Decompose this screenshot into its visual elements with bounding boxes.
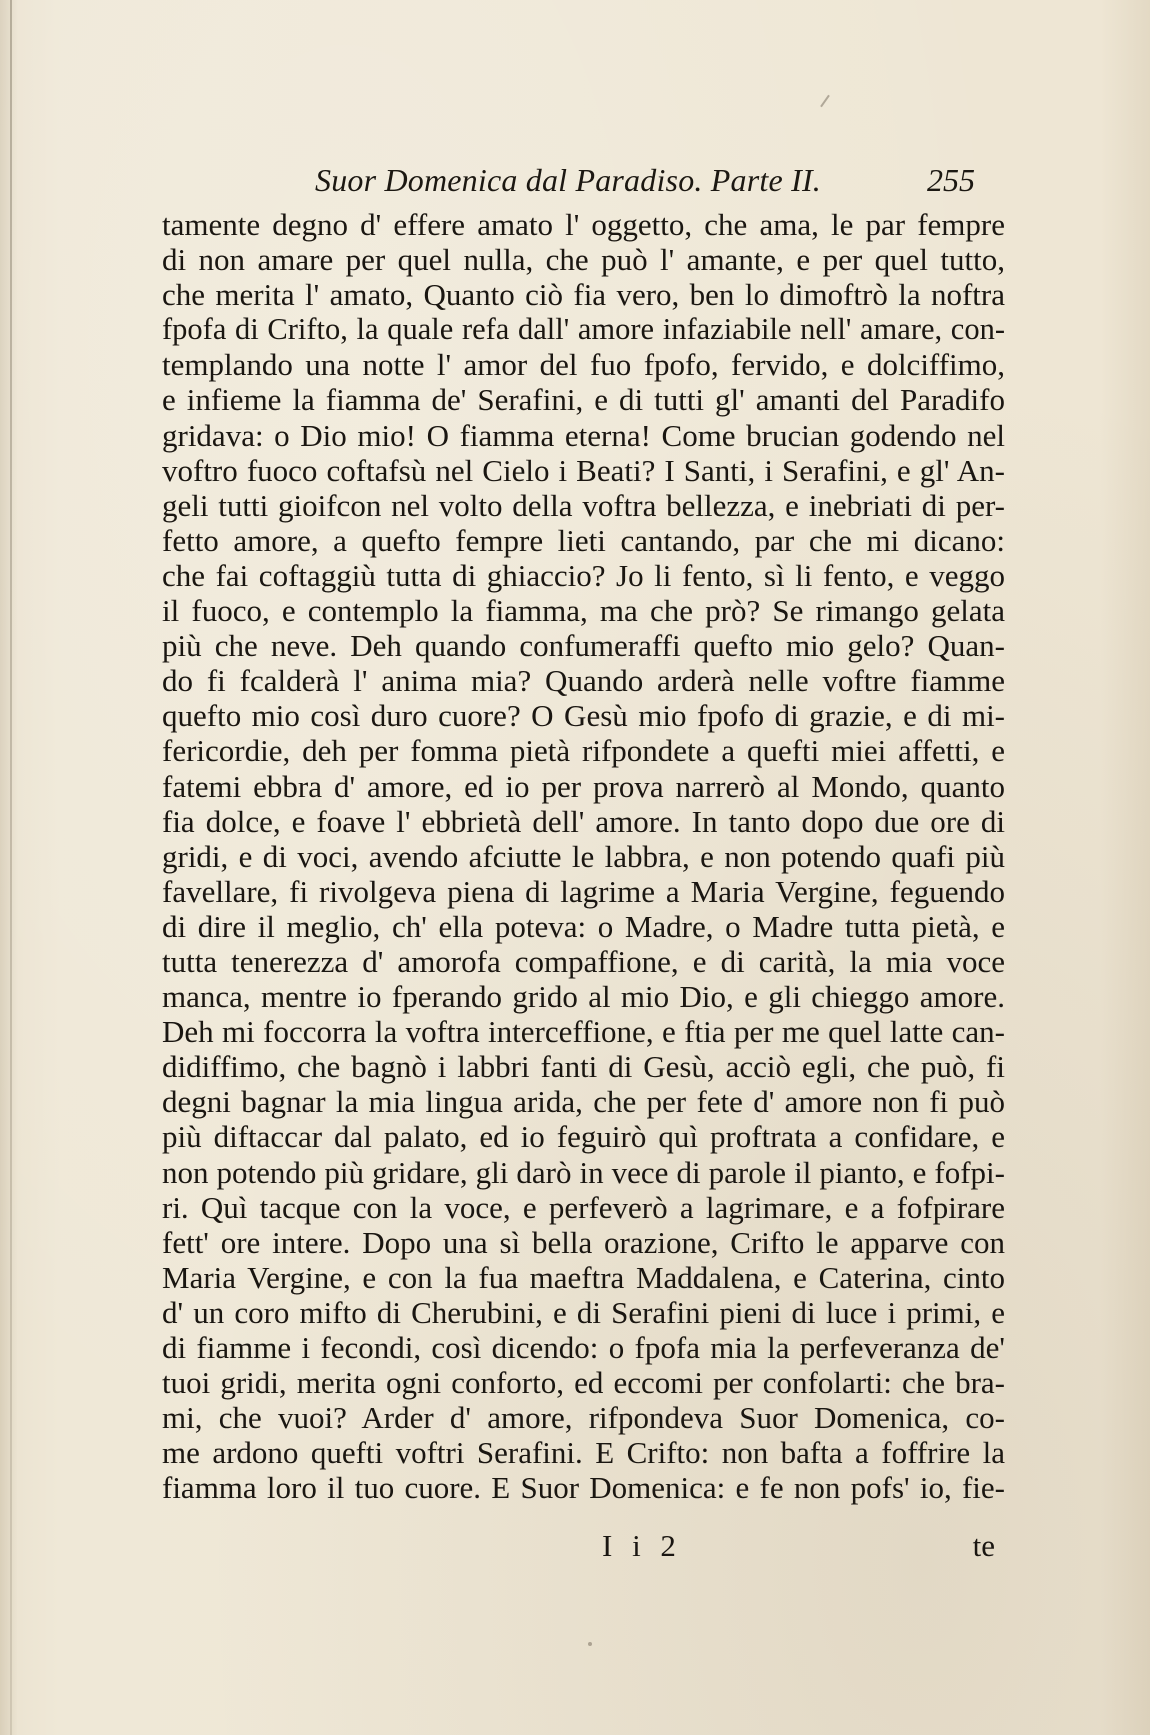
text-line: fpofa di Crifto, la quale refa dall' amore infaziabile nell' amare, con- — [162, 312, 1005, 347]
text-line: il fuoco, e contemplo la fiamma, ma che prò? Se rimango gelata — [162, 593, 1005, 629]
text-line: di fiamme i fecondi, così dicendo: o fpofa mia la perfeveranza de' — [162, 1330, 1005, 1365]
running-title: Suor Domenica dal Paradiso. Parte II. — [315, 162, 822, 198]
text-line: fatemi ebbra d' amore, ed io per prova narrerò al Mondo, quanto — [162, 768, 1005, 804]
text-line: Deh mi foccorra la voftra interceffione, e ftia per me quel latte can- — [162, 1014, 1005, 1050]
text-line: voftro fuoco coftafsù nel Cielo i Beati? I Santi, i Serafini, e gl' An- — [162, 452, 1005, 488]
text-line: gridi, e di voci, avendo afciutte le labbra, e non potendo quafi più — [162, 838, 1005, 874]
text-line: fia dolce, e foave l' ebbrietà dell' amore. In tanto dopo due ore di — [162, 803, 1005, 839]
text-line: di non amare per quel nulla, che può l' amante, e per quel tutto, — [162, 242, 1005, 278]
ink-speck — [820, 95, 830, 108]
catchword: te — [972, 1528, 995, 1563]
text-line: Maria Vergine, e con la fua maeftra Maddalena, e Caterina, cinto — [162, 1259, 1005, 1295]
text-line: mi, che vuoi? Arder d' amore, rifpondeva Suor Domenica, co- — [162, 1400, 1005, 1436]
text-line: d' un coro mifto di Cherubini, e di Serafini pieni di luce i primi, e — [162, 1294, 1005, 1330]
text-line: fetto amore, a quefto fempre lieti cantando, par che mi dicano: — [162, 522, 1005, 558]
text-line: che fai coftaggiù tutta di ghiaccio? Jo li fento, sì li fento, e veggo — [162, 557, 1005, 593]
text-line: fericordie, deh per fomma pietà rifpondete a quefti miei affetti, e — [162, 733, 1005, 769]
text-line: ri. Quì tacque con la voce, e perfeverò a lagrimare, e a fofpirare — [162, 1189, 1005, 1225]
signature-mark: I i 2 — [602, 1528, 682, 1563]
ink-speck — [588, 1642, 592, 1646]
text-line: quefto mio così duro cuore? O Gesù mio fpofo di grazie, e di mi- — [162, 698, 1005, 734]
text-line: didiffimo, che bagnò i labbri fanti di Gesù, acciò egli, che può, fi — [162, 1049, 1005, 1085]
text-line: do fi fcalderà l' anima mia? Quando arderà nelle voftre fiamme — [162, 663, 1005, 699]
text-line: fett' ore intere. Dopo una sì bella orazione, Crifto le apparve con — [162, 1224, 1005, 1260]
text-line: me ardono quefti voftri Serafini. E Crifto: non bafta a foffrire la — [162, 1435, 1005, 1471]
text-line: più che neve. Deh quando confumeraffi quefto mio gelo? Quan- — [162, 628, 1005, 664]
text-line: tutta tenerezza d' amorofa compaffione, e di carità, la mia voce — [162, 943, 1005, 979]
body-text — [162, 207, 1005, 1505]
text-line: gridava: o Dio mio! O fiamma eterna! Come brucian godendo nel — [162, 417, 1005, 453]
page-number: 255 — [927, 162, 975, 198]
text-line: degni bagnar la mia lingua arida, che per fete d' amore non fi può — [162, 1084, 1005, 1120]
text-line: geli tutti gioifcon nel volto della voftra bellezza, e inebriati di per- — [162, 487, 1005, 523]
page-footer — [162, 1528, 1005, 1568]
text-line: di dire il meglio, ch' ella poteva: o Madre, o Madre tutta pietà, e — [162, 908, 1005, 944]
text-line: tamente degno d' effere amato l' oggetto, che ama, le par fempre — [162, 207, 1005, 242]
text-line: più diftaccar dal palato, ed io feguirò quì proftrata a confidare, e — [162, 1119, 1005, 1155]
page-gutter — [10, 0, 12, 1735]
text-line: templando una notte l' amor del fuo fpofo, fervido, e dolciffimo, — [162, 347, 1005, 383]
text-line: favellare, fi rivolgeva piena di lagrime a Maria Vergine, feguendo — [162, 873, 1005, 909]
text-line: non potendo più gridare, gli darò in vece di parole il pianto, e fofpi- — [162, 1154, 1005, 1190]
text-line: manca, mentre io fperando grido al mio Dio, e gli chieggo amore. — [162, 979, 1005, 1015]
text-line: e infieme la fiamma de' Serafini, e di tutti gl' amanti del Paradifo — [162, 382, 1005, 418]
text-line: fiamma loro il tuo cuore. E Suor Domenica: e fe non pofs' io, fie- — [162, 1470, 1005, 1506]
text-line: tuoi gridi, merita ogni conforto, ed eccomi per confolarti: che bra- — [162, 1365, 1005, 1401]
page-header — [315, 162, 975, 206]
text-line: che merita l' amato, Quanto ciò fia vero, ben lo dimoftrò la noftra — [162, 277, 1005, 313]
